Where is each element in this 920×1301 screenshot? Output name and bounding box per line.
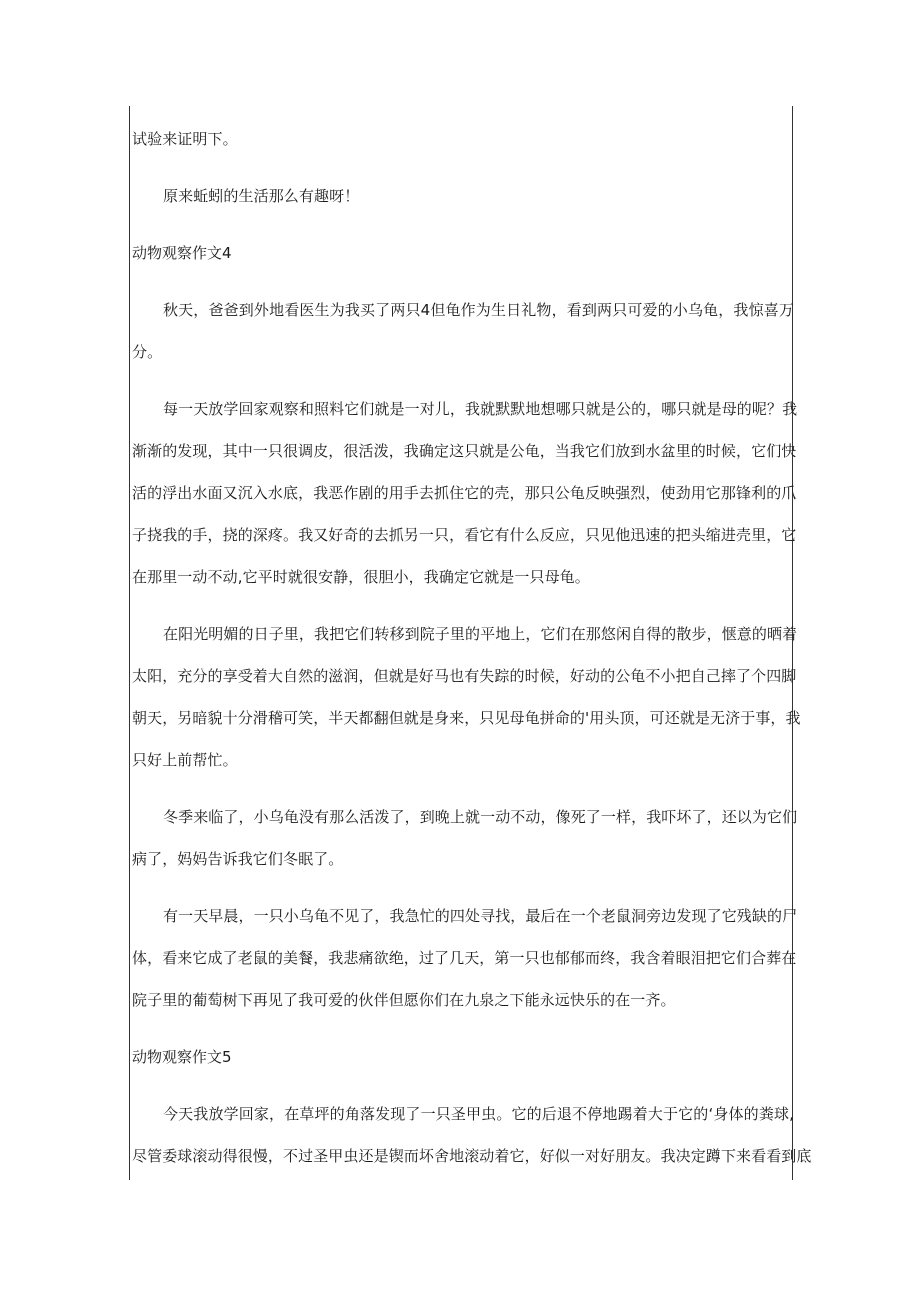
text-line: 体，看来它成了老鼠的美餐，我悲痛欲绝，过了几天，第一只也郁郁而终，我含着眼泪把它们合葬在 (132, 949, 797, 967)
paragraph (132, 796, 798, 880)
section-heading: 动物观察作文5 (132, 1048, 232, 1066)
document-body (132, 118, 812, 1177)
text-line: 院子里的葡萄树下再见了我可爱的伙伴但愿你们在九泉之下能永远快乐的在一齐。 (132, 991, 676, 1009)
text-line: 尽管委球滚动得很慢，不过圣甲虫还是锲而坏舍地滚动着它，好似一对好朋友。我决定蹲下来看看到底 (132, 1147, 812, 1165)
paragraph (132, 613, 801, 781)
text-line: 原来蚯蚓的生活那么有趣呀！ (163, 187, 360, 205)
paragraph (132, 895, 798, 1021)
text-line: 秋天，爸爸到外地看医生为我买了两只4但龟作为生日礼物，看到两只可爱的小乌龟，我惊喜万 (163, 301, 794, 319)
text-line: 活的浮出水面又沉入水底，我恶作剧的用手去抓住它的壳，那只公龟反映强烈，使劲用它那锋利的爪 (132, 484, 797, 502)
paragraph (132, 289, 794, 373)
paragraph (132, 175, 794, 217)
text-line: 朝天，另暗貌十分滑稽可笑，半天都翻但就是身来，只见母龟拼命的'用头顶，可还就是无济于事，我 (132, 709, 801, 727)
section-heading: 动物观察作文4 (132, 244, 232, 262)
text-line: 子挠我的手，挠的深疼。我又好奇的去抓另一只，看它有什么反应，只见他迅速的把头缩进壳里，它 (132, 526, 797, 544)
paragraph (132, 1093, 812, 1177)
text-line: 有一天早晨，一只小乌龟不见了，我急忙的四处寻找，最后在一个老鼠洞旁边发现了它残缺的尸 (163, 907, 798, 925)
text-line: 渐渐的发现，其中一只很调皮，很活泼，我确定这只就是公龟，当我它们放到水盆里的时候，它们快 (132, 442, 797, 460)
text-line: 在阳光明媚的日子里，我把它们转移到院子里的平地上，它们在那悠闲自得的散步，惬意的晒着 (163, 625, 798, 643)
text-line: 分。 (132, 343, 163, 361)
text-line: 太阳，充分的享受着大自然的滋润，但就是好马也有失踪的时候，好动的公龟不小把自己摔了个四脚 (132, 667, 797, 685)
text-line: 每一天放学回家观察和照料它们就是一对儿，我就默默地想哪只就是公的，哪只就是母的呢？我 (163, 400, 798, 418)
text-line: 在那里一动不动,它平时就很安静，很胆小，我确定它就是一只母龟。 (132, 568, 590, 586)
page-border-left (129, 106, 130, 1180)
text-line: 试验来证明下。 (132, 130, 238, 148)
text-line: 今天我放学回家，在草坪的角落发现了一只圣甲虫。它的后退不停地踢着大于它的‘身体的粪球, (163, 1105, 794, 1123)
text-line: 病了，妈妈告诉我它们冬眠了。 (132, 850, 344, 868)
paragraph (132, 118, 794, 160)
paragraph (132, 388, 798, 598)
text-line: 只好上前帮忙。 (132, 751, 238, 769)
text-line: 冬季来临了，小乌龟没有那么活泼了，到晚上就一动不动，像死了一样，我吓坏了，还以为它们 (163, 808, 798, 826)
